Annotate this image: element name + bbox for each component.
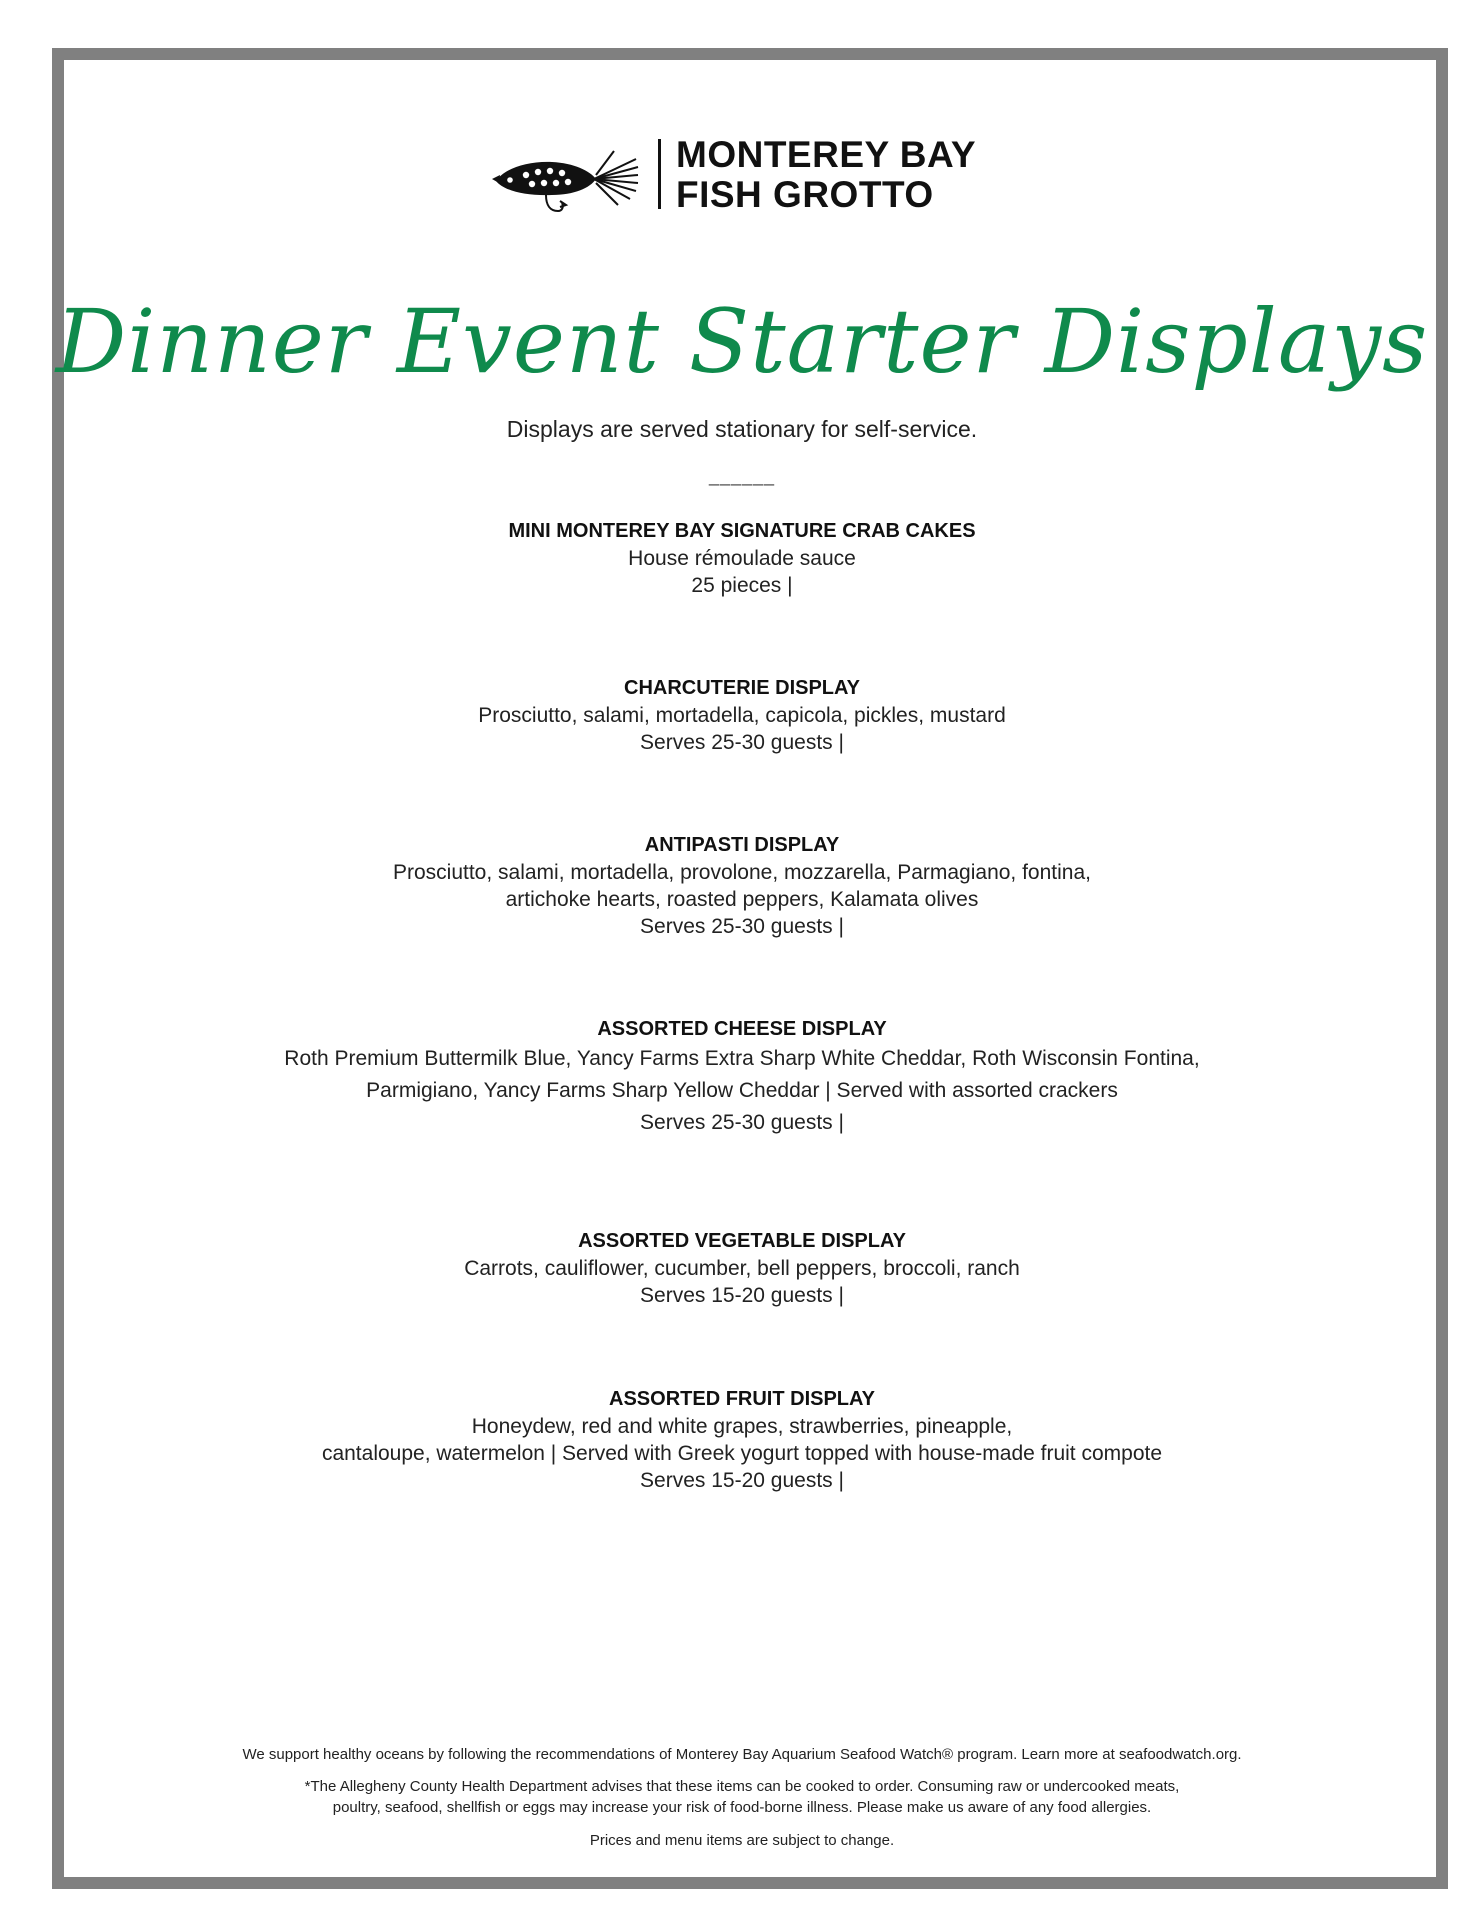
- brand-name: [676, 135, 976, 215]
- brand-line-1: MONTEREY BAY: [676, 134, 977, 175]
- menu-item-description: Parmigiano, Yancy Farms Sharp Yellow Cheddar | Served with assorted crackers: [366, 1079, 1118, 1102]
- brand-logo: [490, 135, 1010, 215]
- menu-item-antipasti: [0, 832, 1484, 940]
- footer-health-advisory-line-1: *The Allegheny County Health Department advises that these items can be cooked to order. Consuming raw or undercooked meats,: [304, 1778, 1180, 1795]
- footer-health-advisory-line-2: poultry, seafood, shellfish or eggs may increase your risk of food-borne illness. Please make us aware of any food allergies.: [332, 1799, 1152, 1816]
- page-title: Dinner Event Starter Displays: [55, 290, 1429, 393]
- menu-item-description: Honeydew, red and white grapes, strawberries, pineapple,: [471, 1415, 1013, 1438]
- menu-item-serves: Serves 25-30 guests |: [640, 731, 844, 754]
- menu-item-name: ASSORTED FRUIT DISPLAY: [609, 1388, 875, 1410]
- separator: ______: [708, 466, 776, 486]
- logo-divider: [658, 139, 661, 209]
- footer-prices-note: Prices and menu items are subject to change.: [589, 1832, 895, 1849]
- menu-item-vegetable: [0, 1228, 1484, 1309]
- fish-fly-lure-icon: [490, 145, 640, 217]
- page-subtitle: Displays are served stationary for self-service.: [506, 416, 978, 442]
- menu-item-description: Roth Premium Buttermilk Blue, Yancy Farms Extra Sharp White Cheddar, Roth Wisconsin Fontina,: [284, 1047, 1200, 1070]
- menu-item-cheese: [0, 1016, 1484, 1139]
- menu-item-crab-cakes: [0, 518, 1484, 599]
- menu-item-description: Prosciutto, salami, mortadella, capicola, pickles, mustard: [478, 704, 1006, 727]
- menu-item-description: cantaloupe, watermelon | Served with Greek yogurt topped with house-made fruit compote: [321, 1442, 1163, 1465]
- brand-line-2: FISH GROTTO: [676, 174, 934, 215]
- menu-item-quantity: 25 pieces |: [691, 574, 793, 597]
- menu-item-description: Prosciutto, salami, mortadella, provolone, mozzarella, Parmagiano, fontina,: [392, 861, 1091, 884]
- menu-item-description: House rémoulade sauce: [628, 547, 856, 570]
- menu-item-name: ANTIPASTI DISPLAY: [644, 834, 840, 856]
- menu-item-description: artichoke hearts, roasted peppers, Kalamata olives: [505, 888, 979, 911]
- menu-item-name: ASSORTED VEGETABLE DISPLAY: [578, 1230, 906, 1252]
- menu-item-name: MINI MONTEREY BAY SIGNATURE CRAB CAKES: [508, 520, 976, 542]
- menu-item-serves: Serves 15-20 guests |: [640, 1469, 844, 1492]
- menu-item-serves: Serves 25-30 guests |: [640, 915, 844, 938]
- menu-item-name: CHARCUTERIE DISPLAY: [624, 677, 860, 699]
- menu-item-fruit: [0, 1386, 1484, 1494]
- menu-item-description: Carrots, cauliflower, cucumber, bell peppers, broccoli, ranch: [464, 1257, 1020, 1280]
- menu-item-charcuterie: [0, 675, 1484, 756]
- footer-seafood-watch: We support healthy oceans by following the recommendations of Monterey Bay Aquarium Seafood Watch® program. Learn more at seafoodwatch.org.: [242, 1746, 1242, 1763]
- menu-item-serves: Serves 15-20 guests |: [640, 1284, 844, 1307]
- menu-item-name: ASSORTED CHEESE DISPLAY: [597, 1018, 887, 1040]
- menu-item-serves: Serves 25-30 guests |: [640, 1111, 844, 1134]
